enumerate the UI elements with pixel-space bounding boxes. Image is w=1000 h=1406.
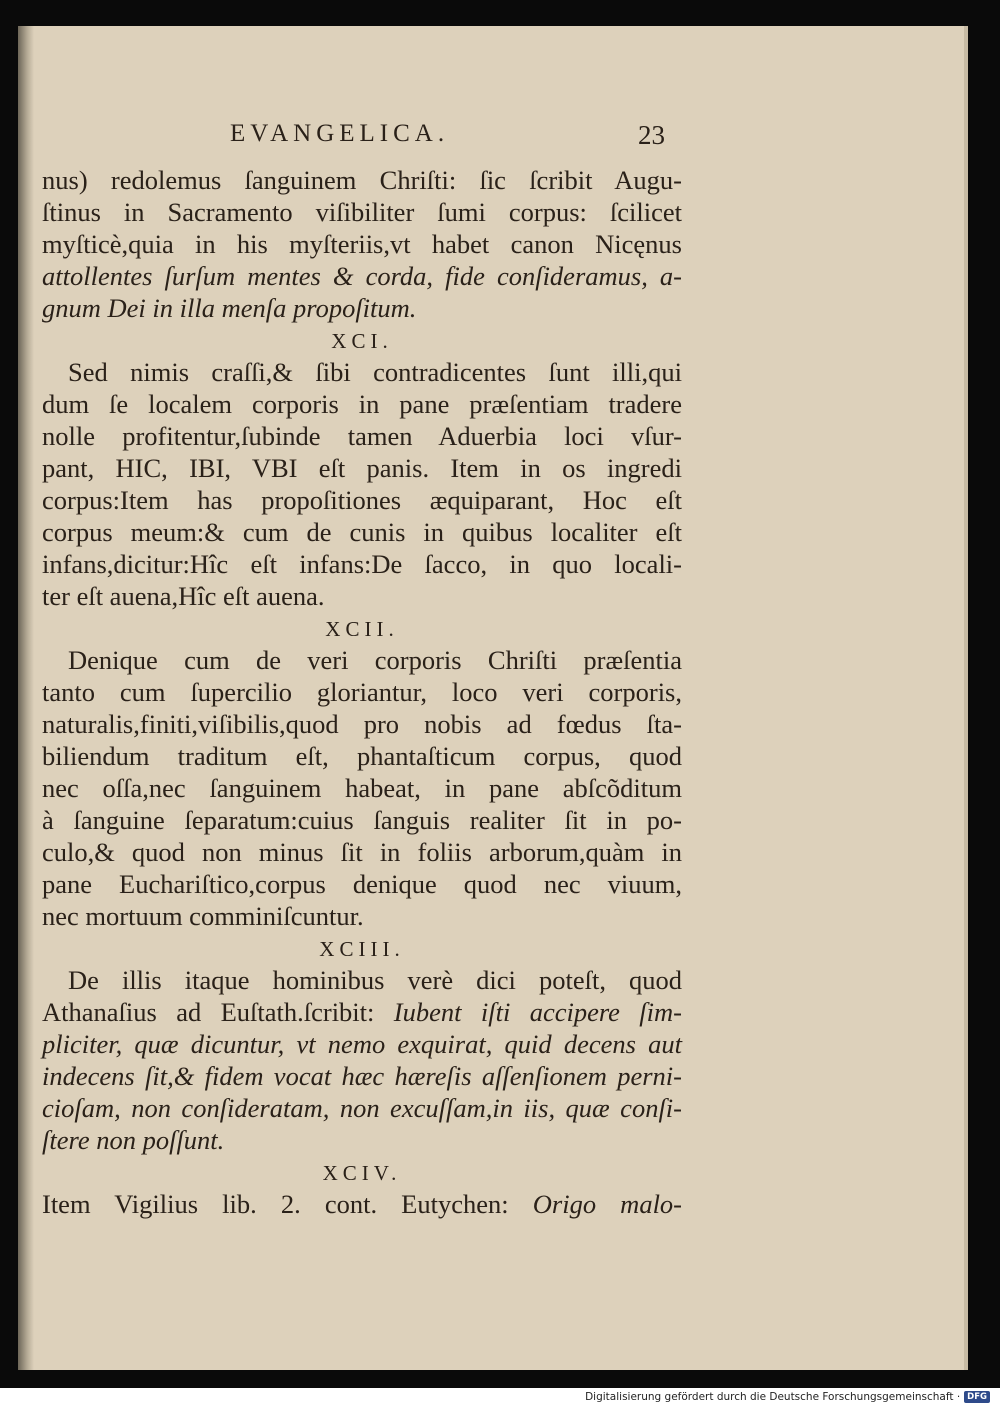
dfg-logo: DFG	[964, 1391, 990, 1403]
text-line: infans,dicitur:Hîc eſt infans:De ſacco, in quo locali-	[42, 549, 682, 579]
text-italic-part: Iubent iſti accipere ſim-	[393, 997, 682, 1027]
text-roman-part: Item Vigilius lib. 2. cont. Eutychen:	[42, 1189, 533, 1219]
text-line: biliendum traditum eſt, phantaſticum corpus, quod	[42, 741, 682, 771]
page-text	[42, 120, 682, 1220]
text-line: Denique cum de veri corporis Chriſti præſentia	[68, 645, 682, 675]
text-roman-part: Athanaſius ad Euſtath.ſcribit:	[42, 997, 394, 1027]
text-line: attollentes ſurſum mentes & corda, fide conſideramus, a-	[42, 261, 682, 291]
page-header	[42, 120, 682, 164]
text-line: indecens ſit,& fidem vocat hæc hæreſis aſſenſionem perni-	[42, 1061, 682, 1091]
footer-bar	[0, 1388, 1000, 1406]
text-line: pane Euchariſtico,corpus denique quod nec viuum,	[42, 869, 682, 899]
text-line: myſticè,quia in his myſteriis,vt habet canon Nicęnus	[42, 229, 682, 259]
text-line: naturalis,finiti,viſibilis,quod pro nobis ad fœdus ſta-	[42, 709, 682, 739]
text-line: tanto cum ſupercilio gloriantur, loco veri corporis,	[42, 677, 682, 707]
text-line: nolle profitentur,ſubinde tamen Aduerbia loci vſur-	[42, 421, 682, 451]
text-line: nec mortuum comminiſcuntur.	[42, 901, 364, 931]
text-italic-part: Origo malo-	[532, 1189, 683, 1219]
page-edge	[964, 26, 968, 1370]
text-line: pliciter, quæ dicuntur, vt nemo exquirat, quid decens aut	[42, 1029, 682, 1059]
page-number: 23	[638, 120, 665, 150]
funding-credit: Digitalisierung gefördert durch die Deutsche Forschungsgemeinschaft ·	[585, 1391, 961, 1403]
text-line: ſtinus in Sacramento viſibiliter ſumi corpus: ſcilicet	[42, 197, 682, 227]
section-number: XCIII.	[319, 937, 405, 961]
text-line: dum ſe localem corporis in pane præſentiam tradere	[42, 389, 682, 419]
section-number: XCI.	[331, 329, 393, 353]
text-line: cioſam, non conſideratam, non excuſſam,in iis, quæ conſi-	[42, 1093, 682, 1123]
text-line: nus) redolemus ſanguinem Chriſti: ſic ſcribit Augu-	[42, 165, 682, 195]
text-line: corpus:Item has propoſitiones æquiparant, Hoc eſt	[42, 485, 682, 515]
section-number: XCIV.	[322, 1161, 402, 1185]
text-line: ſtere non poſſunt.	[42, 1125, 225, 1155]
text-line: ter eſt auena,Hîc eſt auena.	[42, 581, 325, 611]
text-line: culo,& quod non minus ſit in foliis arborum,quàm in	[42, 837, 682, 867]
text-line: pant, HIC, IBI, VBI eſt panis. Item in os ingredi	[42, 453, 682, 483]
text-line: gnum Dei in illa menſa propoſitum.	[42, 293, 417, 323]
text-line	[42, 996, 682, 1028]
running-title: EVANGELICA.	[230, 120, 450, 147]
text-line	[42, 1188, 682, 1220]
text-line: à ſanguine ſeparatum:cuius ſanguis realiter ſit in po-	[42, 805, 682, 835]
text-line: nec oſſa,nec ſanguinem habeat, in pane abſcõditum	[42, 773, 682, 803]
text-line: corpus meum:& cum de cunis in quibus localiter eſt	[42, 517, 682, 547]
text-line: Sed nimis craſſi,& ſibi contradicentes ſunt illi,qui	[68, 357, 682, 387]
book-page	[18, 26, 968, 1370]
text-line: De illis itaque hominibus verè dici poteſt, quod	[68, 965, 682, 995]
body-text	[42, 164, 682, 1220]
section-number: XCII.	[325, 617, 399, 641]
gutter-shadow	[18, 26, 34, 1370]
